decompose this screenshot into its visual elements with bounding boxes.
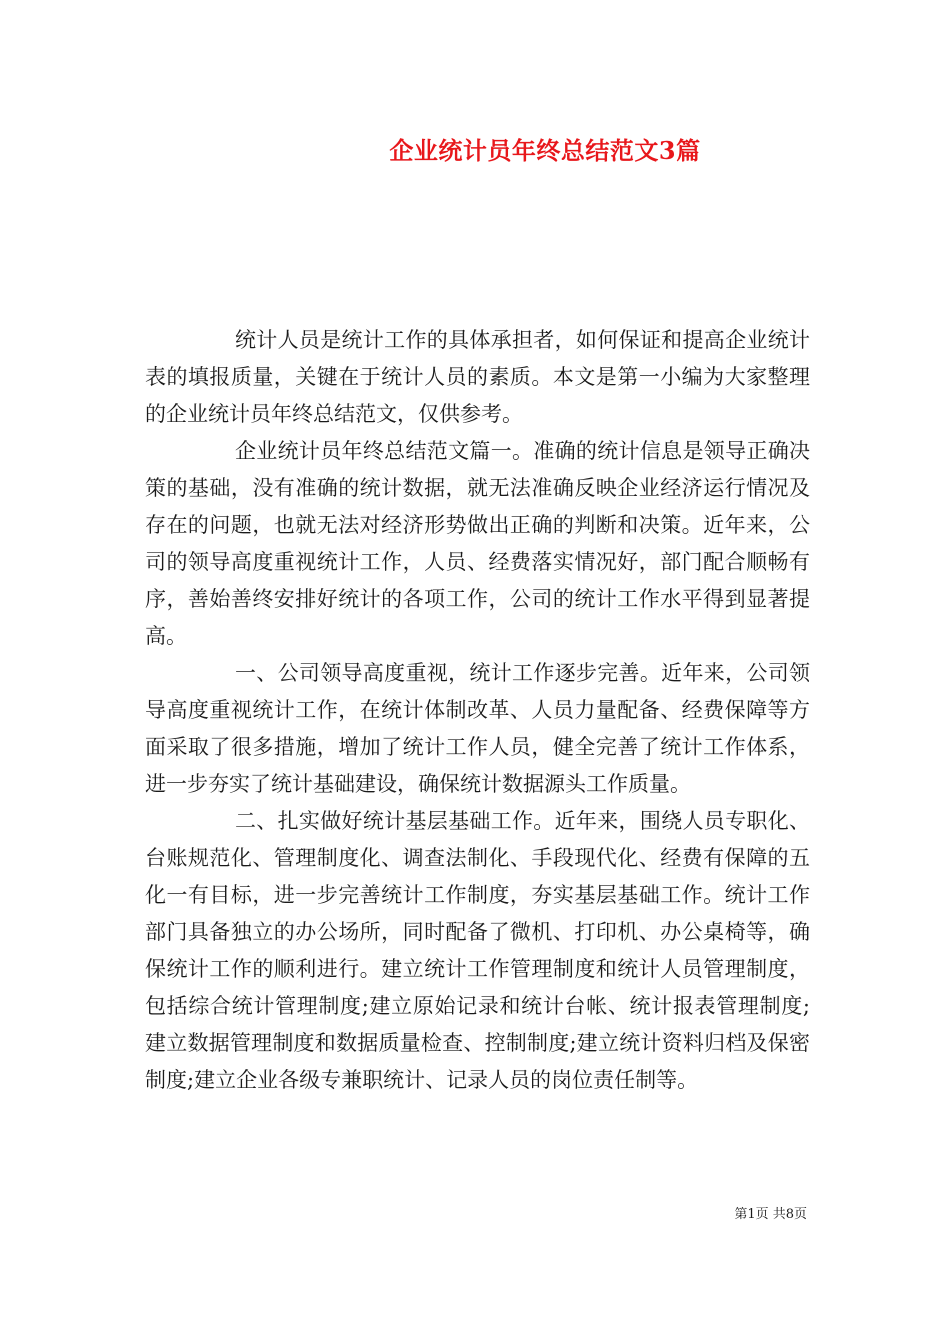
document-title: 企业统计员年终总结范文3篇	[389, 136, 701, 165]
page-number: 第1页 共8页	[734, 1207, 807, 1222]
paragraph-section-one: 一、公司领导高度重视，统计工作逐步完善。近年来，公司领导高度重视统计工作，在统计体制改革、人员力量配备、经费保障等方面采取了很多措施，增加了统计工作人员，健全完善了统计工作体系，进一步夯实了统计基础建设，确保统计数据源头工作质量。	[145, 661, 810, 796]
paragraph-section-two: 二、扎实做好统计基层基础工作。近年来，围绕人员专职化、台账规范化、管理制度化、调查法制化、手段现代化、经费有保障的五化一有目标，进一步完善统计工作制度，夯实基层基础工作。统计工作部门具备独立的办公场所，同时配备了微机、打印机、办公桌椅等，确保统计工作的顺利进行。建立统计工作管理制度和统计人员管理制度，包括综合统计管理制度;建立原始记录和统计台帐、统计报表管理制度;建立数据管理制度和数据质量检查、控制制度;建立统计资料归档及保密制度;建立企业各级专兼职统计、记录人员的岗位责任制等。	[145, 809, 810, 1092]
paragraph-part-one: 企业统计员年终总结范文篇一。准确的统计信息是领导正确决策的基础，没有准确的统计数据，就无法准确反映企业经济运行情况及存在的问题，也就无法对经济形势做出正确的判断和决策。近年来，公司的领导高度重视统计工作，人员、经费落实情况好，部门配合顺畅有序，善始善终安排好统计的各项工作，公司的统计工作水平得到显著提高。	[145, 439, 810, 648]
paragraph-intro: 统计人员是统计工作的具体承担者，如何保证和提高企业统计表的填报质量，关键在于统计人员的素质。本文是第一小编为大家整理的企业统计员年终总结范文，仅供参考。	[145, 328, 810, 426]
document-body	[145, 322, 810, 1099]
